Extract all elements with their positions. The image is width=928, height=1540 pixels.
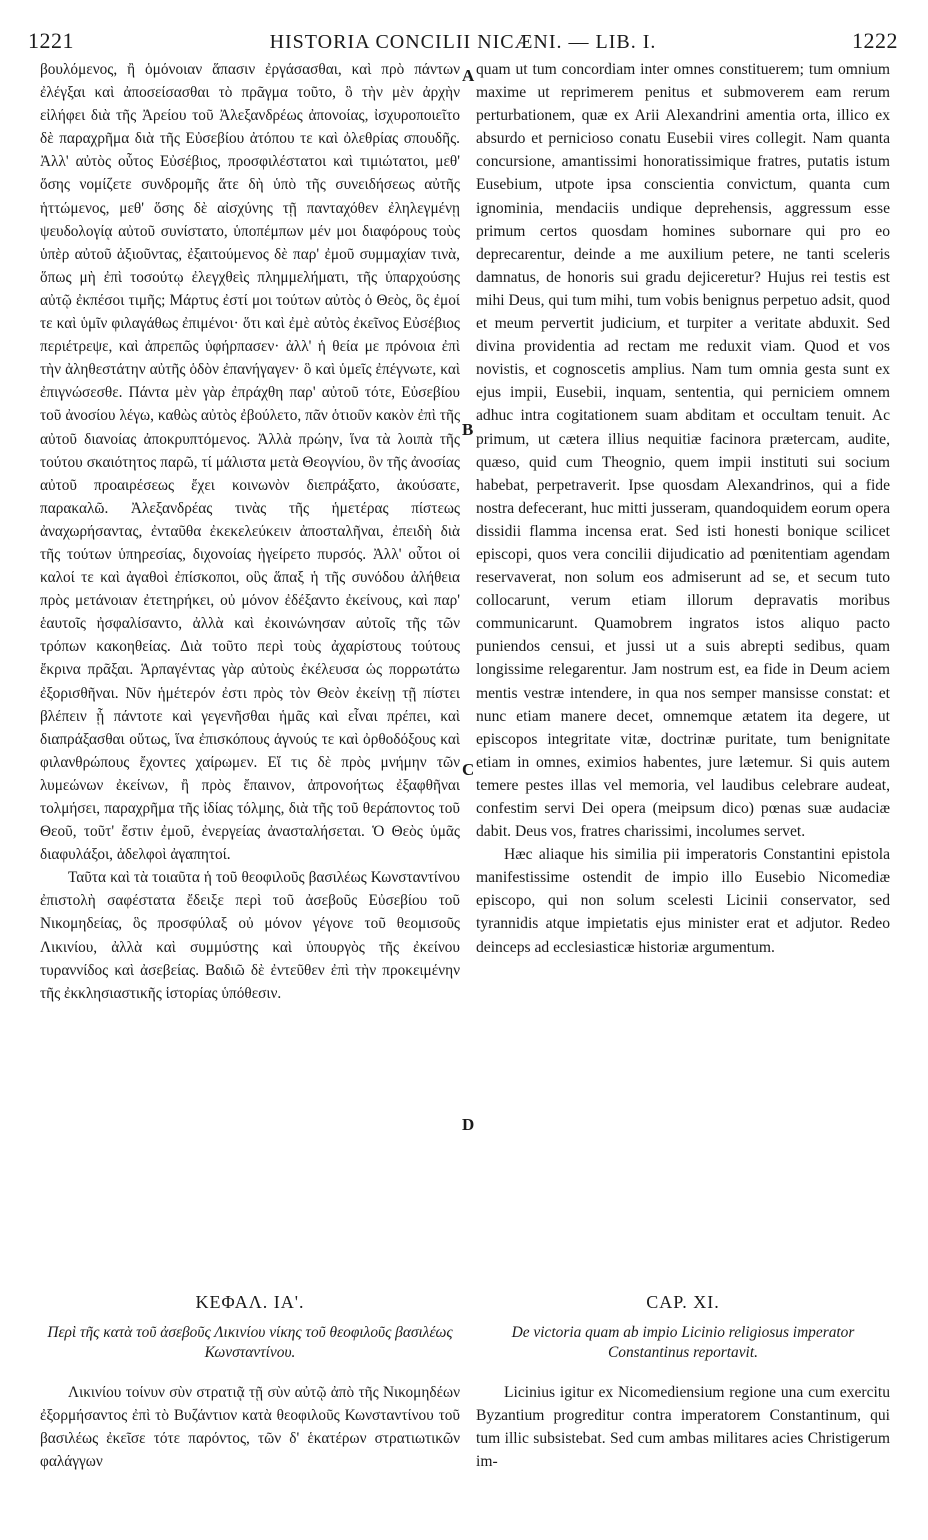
- greek-column: [40, 58, 460, 1005]
- latin-paragraph-2: Hæc aliaque his similia pii imperatoris Constantini epistola manifestissime ostendit de impio illo Eusebio Nicomediæ episcopo, qui non solum scelesti Licinii conservator, sed tyrannidis atque impietatis ejus minister erat et adjutor. Redeo deinceps ad ecclesiasticæ historiæ argumentum.: [476, 846, 890, 956]
- margin-marker-b: B: [462, 420, 474, 439]
- latin-chapter-title: De victoria quam ab impio Licinio religiosus imperator Constantinus reportavit.: [511, 1324, 855, 1361]
- greek-paragraph-1: βουλόμενος, ἢ ὁμόνοιαν ἅπασιν ἐργάσασθαι, καὶ πρὸ πάντων ἐλέγξαι καὶ ἀποσείσασθαι τὸ πρᾶγμα τοῦτο, ὃ τὴν μὲν ἀρχὴν εἰλήφει διὰ τῆς Ἀρείου τοῦ Ἀλεξανδρέως ἀπονοίας, ἰσχυροποιεῖτο δὲ παραχρῆμα διὰ τῆς Εὐσεβίου ἀτόπου τε καὶ ὀλεθρίας σπουδῆς. Ἀλλ' αὐτὸς οὗτος Εὐσέβιος, προσφιλέστατοι καὶ τιμιώτατοι, μεθ' ὅσης νομίζετε συνδρομῆς ἅτε δὴ ὑπὸ τῆς συνειδήσεως αὐτῆς ἡττώμενος, μεθ' ὅσης δὲ αἰσχύνης τῇ πανταχόθεν ἐληλεγμένῃ ψευδολογίᾳ αὐτοῦ συνίστατο, ὑποπέμπων μέν μοι διαφόρους τοὺς ὑπὲρ αὐτοῦ ἀξιοῦντας, ἐξαιτούμενος δὲ παρ' ἐμοῦ συμμαχίαν τινὰ, ὅπως μὴ ἐπὶ τοσούτῳ ἐλεγχθεὶς πλημμελήματι, τῆς ὑπαρχούσης αὐτῷ ἐκπέσοι τιμῆς; Μάρτυς ἐστί μοι τούτων αὐτὸς ὁ Θεὸς, ὃς ἐμοί τε καὶ ὑμῖν φιλαγάθως ἐπιμένοι· ὅτι καὶ ἐμὲ αὐτὸς ἐκεῖνος Εὐσέβιος περιέτρεψε, καὶ ἀπρεπῶς ὑφήρπασεν· ἀλλ' ἡ θεία με πρόνοια ἐπὶ τὴν ἀληθεστάτην αὐτῆς ὁδὸν ἐπανήγαγεν· ὃ καὶ ὑμεῖς ἐπέγνωτε, καὶ ἐπιγνώσεσθε. Πάντα μὲν γὰρ ἐπράχθη παρ' αὐτοῦ τότε, Εὐσεβίου τοῦ ἀνοσίου λέγω, καθὼς αὐτὸς ἐβούλετο, πᾶν ὁτιοῦν κακὸν ἐπὶ τῆς αὐτοῦ διανοίας ἀποκρυπτόμενος. Ἀλλὰ πρώην, ἵνα τὰ λοιπὰ τῆς τούτου σκαιότητος παρῶ, τί μάλιστα μετὰ Θεογνίου, ὃν τῆς ἀνοσίας αὐτοῦ προαιρέσεως ἔχει κοινωνὸν διεπράξατο, ἀκούσατε, παρακαλῶ. Ἀλεξανδρέας τινὰς τῆς ἡμετέρας πίστεως ἀναχωρήσαντας, ἐνταῦθα ἐκεκελεύκειν ἀποσταλῆναι, ἐπειδὴ διὰ τῆς τούτων ὑπηρεσίας, διχονοίας ἠγείρετο πυρσός. Ἀλλ' οὗτοι οἱ καλοί τε καὶ ἀγαθοὶ ἐπίσκοποι, οὓς ἅπαξ ἡ τῆς συνόδου ἀλήθεια πρὸς μετάνοιαν ἐτετηρήκει, οὐ μόνον ἐδέξαντο ἐκείνους, καὶ παρ' ἑαυτοῖς ἠσφαλίσαντο, ἀλλὰ καὶ ἐκοινώνησαν αὐτοῖς τῆς τῶν τρόπων κακοηθείας. Διὰ τοῦτο περὶ τοὺς ἀχαρίστους τούτους ἔκρινα πρᾶξαι. Ἁρπαγέντας γὰρ αὐτοὺς ἐκέλευσα ὡς πορρωτάτω ἐξορισθῆναι. Νῦν ἡμέτερόν ἐστι πρὸς τὸν Θεὸν ἐκείνῃ τῇ πίστει βλέπειν ᾗ πάντοτε καὶ γεγενῆσθαι ἡμᾶς καὶ εἶναι πρέπει, καὶ διαπράξασθαι οὕτως, ἵνα ἐπισκόπους ἁγνούς τε καὶ ὀρθοδόξους καὶ φιλανθρώπους ἔχοντες χαίρωμεν. Εἴ τις δὲ πρὸς μνήμην τῶν λυμεώνων ἐκείνων, ἢ πρὸς ἔπαινον, ἀπρονοήτως ἐξαφθῆναι τολμήσει, παραχρῆμα τῆς ἰδίας τόλμης, διὰ τῆς τοῦ θεράποντος τοῦ Θεοῦ, τοῦτ' ἔστιν ἐμοῦ, ἐνεργείας ἀνασταλήσεται. Ὁ Θεὸς ὑμᾶς διαφυλάξοι, ἀδελφοὶ ἀγαπητοί.: [40, 61, 460, 864]
- latin-chapter: [476, 1292, 890, 1473]
- latin-column: [476, 58, 890, 959]
- running-title: HISTORIA CONCILII NICÆNI. — LIB. I.: [269, 31, 657, 53]
- page-header: [28, 28, 898, 58]
- greek-chapter-body: Λικινίου τοίνυν σὺν στρατιᾷ τῇ σὺν αὐτῷ ἀπὸ τῆς Νικομηδέων ἐξορμήσαντος ἐπὶ τὸ Βυζάντιον κατὰ θεοφιλοῦς Κωνσταντίνου τοῦ βασιλέως ἐκεῖσε τότε παρόντος, τῶν δ' ἑκατέρων στρατιωτικῶν φαλάγγων: [40, 1384, 460, 1471]
- latin-paragraph-1: quam ut tum concordiam inter omnes constituerem; tum omnium maxime ut reprimerem penitus et submoverem eam rerum perturbationem, quæ ex Arii Alexandrini amentia orta, illico ex absurdo et pernicioso conatu Eusebii vires collegit. Nam quanta concursione, amantissimi honoratissimique fratres, putatis istum Eusebium, utpote ipsa conscientia convictum, quanta cum ignominia, mendaciis undique deprehensis, aggressum esse primum certos quosdam homines subornare qui pro eo deprecarentur, deinde a me auxilium petere, ne tanti sceleris damnatus, de honoris sui gradu dejiceretur? Hujus rei testis est mihi Deus, qui tum mihi, tum vobis benignus perpetuo adsit, quod et meum pervertit judicium, et turpiter a veritate abduxit. Sed divina providentia ad rectam me reduxit viam. Quod et vos novistis, et cognoscetis amplius. Nam tum omnia gesta sunt ex ejus impii, Eusebii, inquam, sententia, qui perniciem omnem adhuc intra cogitationem suam abditam et occultam tenuit. Ac primum, ut cætera illius nequitiæ facinora prætercam, audite, quæso, quid cum Theognio, quem impii instituti sui socium habebat, perpetraverit. Ipse quosdam Alexandrinos, qui a fide nostra defecerant, huc mitti jusseram, quandoquidem eorum opera dissidii flamma incensa erat. Sed isti honesti bonique scilicet episcopi, quos vera concilii dijudicatio ad pœnitentiam agendam reservaverat, non solum eos admiserunt ad se, et secum tuto collocarunt, verum etiam illorum depravatis moribus communicarunt. Quamobrem ingratos istos aliquo pacto puniendos censui, et jussi ut a suis abrepti sedibus, quam longissime relegarentur. Jam nostrum est, ea fide in Deum aciem mentis vestræ intendere, in qua nos semper mansisse constat: et nunc etiam manere decet, omnemque ætatem ita degere, ut episcopos integritate vitæ, doctrinæ puritate, tum benignitate etiam in omnes, eximios habentes, jure lætemur. Si quis autem temere pestes illas vel memoria, vel laudibus celebrare audeat, confestim servi Dei opera (meipsum dico) pœnas suæ audaciæ dabit. Deus vos, fratres charissimi, incolumes servet.: [476, 61, 890, 841]
- latin-chapter-body: Licinius igitur ex Nicomediensium regione una cum exercitu Byzantium progreditur contra imperatorem Constantinum, qui tum illic subsistebat. Sed cum ambas militares acies Christigerum im-: [476, 1384, 890, 1471]
- margin-marker-d: D: [462, 1115, 475, 1134]
- greek-chapter: [40, 1292, 460, 1473]
- margin-marker-a: A: [462, 66, 475, 85]
- margin-marker-c: C: [462, 760, 475, 779]
- greek-chapter-number: ΚΕΦΑΛ. ΙΑ'.: [195, 1292, 305, 1312]
- latin-chapter-number: CAP. XI.: [646, 1292, 720, 1312]
- greek-chapter-title: Περὶ τῆς κατὰ τοῦ ἀσεβοῦς Λικινίου νίκης τοῦ θεοφιλοῦς βασιλέως Κωνσταντίνου.: [47, 1324, 453, 1361]
- greek-paragraph-2: Ταῦτα καὶ τὰ τοιαῦτα ἡ τοῦ θεοφιλοῦς βασιλέως Κωνσταντίνου ἐπιστολὴ σαφέστατα ἔδειξε περὶ τοῦ ἀσεβοῦς Εὐσεβίου τοῦ Νικομηδείας, ὃς προσφύλαξ οὐ μόνον γέγονε τοῦ θεομισοῦς Λικινίου, ἀλλὰ καὶ συμμύστης καὶ ὑπουργὸς τῆς ἐκείνου τυραννίδος καὶ ἀσεβείας. Βαδιῶ δὲ ἐντεῦθεν ἐπὶ τὴν προκειμένην τῆς ἐκκλησιαστικῆς ἱστορίας ὑπόθεσιν.: [40, 869, 460, 1002]
- left-page-number: 1221: [28, 28, 74, 53]
- right-page-number: 1222: [852, 28, 898, 53]
